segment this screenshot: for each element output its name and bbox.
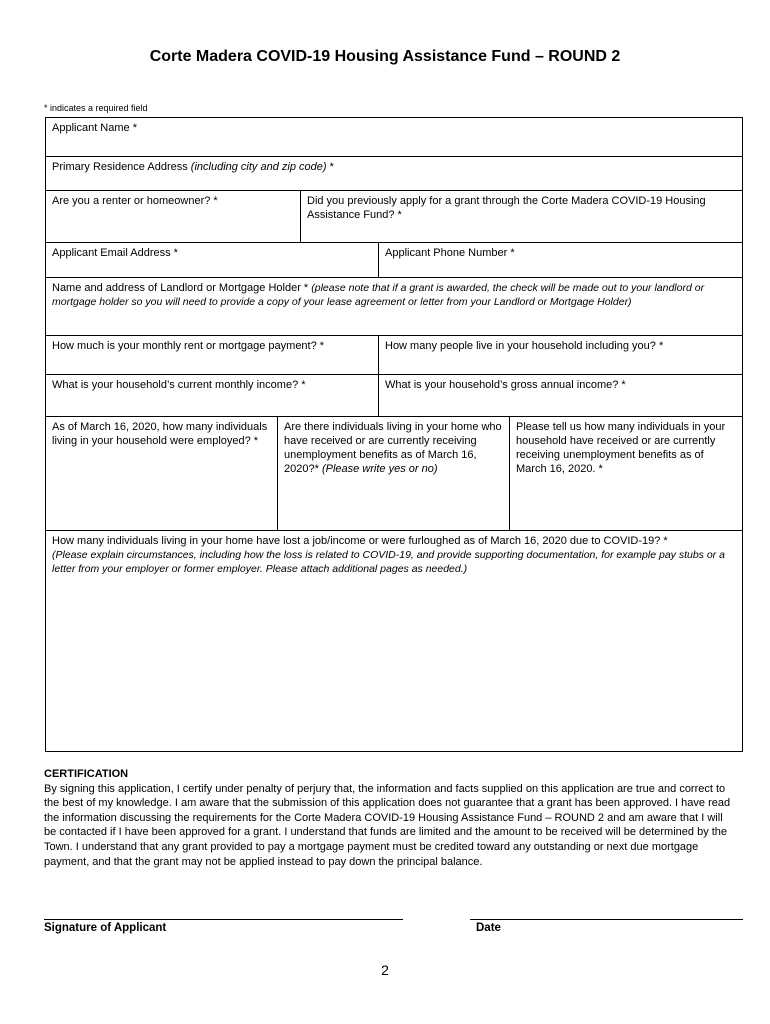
lost-income-field[interactable] <box>45 530 743 752</box>
primary-address-label: Primary Residence Address <box>52 161 188 173</box>
employed-label: As of March 16, 2020, how many individuals living in your household were employed? * <box>52 421 268 447</box>
household-size-label: How many people live in your household including you? * <box>385 340 664 352</box>
signature-label: Signature of Applicant <box>44 922 167 934</box>
previous-apply-label: Did you previously apply for a grant through the Corte Madera COVID-19 Housing Assistance Fund? * <box>307 195 706 221</box>
employed-field[interactable] <box>45 416 278 531</box>
previous-apply-field[interactable] <box>300 190 743 243</box>
email-label: Applicant Email Address * <box>52 247 178 259</box>
landlord-field[interactable] <box>45 277 743 336</box>
certification-heading: CERTIFICATION <box>44 768 129 780</box>
primary-address-required: * <box>326 161 334 173</box>
certification-section <box>44 767 734 869</box>
signature-line[interactable] <box>44 919 403 920</box>
date-label: Date <box>476 922 501 934</box>
phone-label: Applicant Phone Number * <box>385 247 515 259</box>
monthly-payment-label: How much is your monthly rent or mortgage payment? * <box>52 340 325 352</box>
phone-field[interactable] <box>378 242 743 278</box>
renter-homeowner-field[interactable] <box>45 190 301 243</box>
date-line[interactable] <box>470 919 743 920</box>
benefits-count-label: Please tell us how many individuals in your household have received or are currently receiving unemployment benefits as of March 16, 2020. * <box>516 421 726 475</box>
lost-income-hint: (Please explain circumstances, including how the loss is related to COVID-19, and provide supporting documentation, for example pay stubs or a letter from your employer or former employer. Please attach additional pages as needed.) <box>52 549 725 575</box>
unemployment-benefits-hint: (Please write yes or no) <box>321 463 438 475</box>
annual-income-label: What is your household’s gross annual income? * <box>385 379 626 391</box>
benefits-count-field[interactable] <box>509 416 743 531</box>
applicant-name-field[interactable] <box>45 117 743 157</box>
household-size-field[interactable] <box>378 335 743 375</box>
monthly-income-label: What is your household’s current monthly income? * <box>52 379 306 391</box>
lost-income-label: How many individuals living in your home have lost a job/income or were furloughed as of March 16, 2020 due to COVID-19? * <box>52 535 668 547</box>
monthly-income-field[interactable] <box>45 374 379 417</box>
required-field-note: * indicates a required field <box>44 103 148 113</box>
annual-income-field[interactable] <box>378 374 743 417</box>
landlord-label: Name and address of Landlord or Mortgage Holder * <box>52 282 309 294</box>
form-title: Corte Madera COVID-19 Housing Assistance Fund – ROUND 2 <box>149 48 621 65</box>
primary-address-field[interactable] <box>45 156 743 191</box>
unemployment-benefits-label: Are there individuals living in your home who have received or are currently receiving unemployment benefits as of March 16, 2020?* <box>284 421 502 475</box>
renter-homeowner-label: Are you a renter or homeowner? * <box>52 195 218 207</box>
landlord-hint: (please note that if a grant is awarded, the check will be made out to your landlord or mortgage holder so you will need to provide a copy of your lease agreement or letter from your Landlord or Mortgage Holder) <box>52 282 705 308</box>
page-number: 2 <box>381 962 389 978</box>
certification-body: By signing this application, I certify under penalty of perjury that, the information and facts supplied on this application are true and correct to the best of my knowledge. I am aware that the submission of this application does not guarantee that a grant has been approved. I have read the information discussing the requirements for the Corte Madera COVID-19 Housing Assistance Fund – ROUND 2 and am aware that I will be contacted if I have been approved for a grant. I understand that funds are limited and the amount to be received will be determined by the Town. I understand that any grant provided to pay a mortgage payment must be credited toward any outstanding or next due mortgage payment, and that the grant may not be applied instead to pay down the principal balance. <box>44 782 731 868</box>
unemployment-benefits-field[interactable] <box>277 416 510 531</box>
monthly-payment-field[interactable] <box>45 335 379 375</box>
email-field[interactable] <box>45 242 379 278</box>
primary-address-hint: (including city and zip code) <box>190 161 327 173</box>
applicant-name-label: Applicant Name * <box>52 122 137 134</box>
